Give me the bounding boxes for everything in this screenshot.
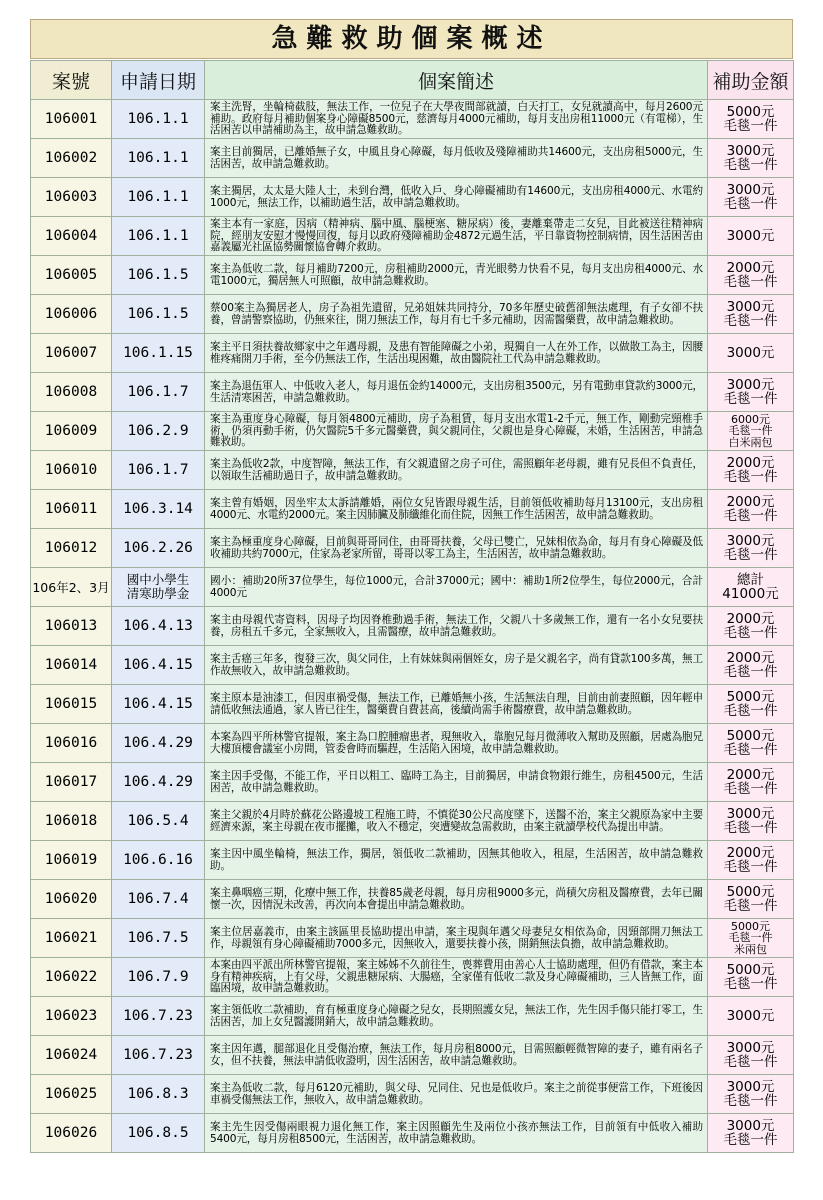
- subsidy-amount: [708, 841, 794, 880]
- subsidy-amount-line: 5000元: [726, 962, 775, 978]
- subsidy-amount: [708, 139, 794, 178]
- header-apply-date: 申請日期: [112, 61, 205, 100]
- case-id: 106022: [31, 958, 112, 997]
- case-rows: [31, 100, 794, 1153]
- table-row: [31, 295, 794, 334]
- subsidy-amount: [708, 919, 794, 958]
- case-id: 106026: [31, 1114, 112, 1153]
- subsidy-amount: [708, 490, 794, 529]
- apply-date: 106.2.9: [112, 412, 205, 451]
- subsidy-amount: [708, 217, 794, 256]
- subsidy-amount: [708, 685, 794, 724]
- case-summary: 案主獨居，太太是大陸人士，未到台灣，低收入戶、身心障礙補助有14600元，支出房租4000元、水電約1000元，無法工作，以補助過生活，故申請急難救助。: [205, 178, 708, 217]
- case-summary: 國小：補助20所37位學生，每位1000元，合計37000元；國中：補助1所2位學生，每位2000元，合計4000元: [205, 568, 708, 607]
- case-summary: 案主因手受傷，不能工作，平日以粗工、臨時工為主，目前獨居，申請食物銀行維生，房租4500元，生活困苦，故申請急難救助。: [205, 763, 708, 802]
- subsidy-amount-line: 毛毯一件: [723, 508, 778, 524]
- subsidy-amount-line: 3000元: [726, 299, 775, 315]
- subsidy-amount-line: 3000元: [726, 806, 775, 822]
- case-id: 106007: [31, 334, 112, 373]
- case-table: [30, 60, 794, 1153]
- case-id: 106009: [31, 412, 112, 451]
- apply-date: 106.4.15: [112, 646, 205, 685]
- table-row: [31, 451, 794, 490]
- subsidy-amount-line: 5000元: [731, 919, 770, 933]
- case-id: 106003: [31, 178, 112, 217]
- case-summary: 案主洗腎，坐輪椅截肢，無法工作，一位兒子在大學夜間部就讀，白天打工，女兒就讀高中，每月2600元補助。政府每月補助個案身心障礙8500元，慈濟每月4000元補助，每月支出房租11000元（有電梯），生活困苦以申請補助為主，故申請急難救助。: [205, 100, 708, 139]
- subsidy-amount-line: 2000元: [726, 494, 775, 510]
- case-summary: 案主位居嘉義市，由案主該區里長協助提出申請，案主現與年邁父母妻兒女相依為命，因頸部開刀無法工作，母親領有身心障礙補助7000多元，因無收入，還要扶養小孩，開銷無法負擔，故申請急難救助。: [205, 919, 708, 958]
- subsidy-amount-line: 5000元: [726, 884, 775, 900]
- apply-date: 106.1.1: [112, 217, 205, 256]
- subsidy-amount-line: 白米兩包: [728, 435, 773, 449]
- table-row: [31, 919, 794, 958]
- apply-date: 106.7.5: [112, 919, 205, 958]
- case-summary: 案主為低收二款，每月補助7200元，房租補助2000元，青光眼勢力快看不見，每月支出房租4000元、水電1000元，獨居無人可照顧，故申請急難救助。: [205, 256, 708, 295]
- subsidy-amount: [708, 802, 794, 841]
- apply-date: 106.1.1: [112, 100, 205, 139]
- case-id: 106002: [31, 139, 112, 178]
- case-summary: 案主父親於4月時於蘇花公路邊坡工程施工時，不慎從30公尺高度墜下，送醫不治，案主父親原為家中主要經濟來源，案主母親在夜市擺攤，收入不穩定，突遭變故急需救助，由案主就讀學校代為提出申請。: [205, 802, 708, 841]
- case-summary: 案主由母親代寄資料，因母子均因脊椎動過手術，無法工作，父親八十多歲無工作，還有一名小女兒要扶養，房租五千多元，全家無收入，且需醫療，故申請急難救助。: [205, 607, 708, 646]
- subsidy-amount-line: 毛毯一件: [723, 664, 778, 680]
- case-id: 106024: [31, 1036, 112, 1075]
- case-summary: 案主原本是油漆工，但因車禍受傷，無法工作，已離婚無小孩，生活無法自理，目前由前妻照顧，因年輕申請低收無法通過，家人皆已往生，醫藥費自費甚高，後續尚需手術醫療費，故申請急難救助。: [205, 685, 708, 724]
- header-row: [31, 61, 794, 100]
- case-summary: 本案為四平所林警官提報，案主為口腔腫瘤患者，現無收入，靠胞兄每月微薄收入幫助及照顧，居處為胞兄大樓頂樓會議室小房間，管委會時而驅趕，生活陷入困境，故申請急難救助。: [205, 724, 708, 763]
- page-title: 急難救助個案概述: [30, 19, 793, 59]
- subsidy-amount-line: 毛毯一件: [723, 391, 778, 407]
- subsidy-amount: [708, 451, 794, 490]
- subsidy-amount-line: 3000元: [726, 1008, 775, 1024]
- case-summary: 案主因年邁，腿部退化且受傷治療，無法工作，每月房租8000元，目需照顧輕微智障的妻子，雖有兩名子女，但不扶養，無法申請低收證明，因生活困苦，故申請急難救助。: [205, 1036, 708, 1075]
- subsidy-amount-line: 毛毯一件: [723, 1132, 778, 1148]
- subsidy-amount-line: 米兩包: [734, 942, 767, 956]
- table-row: [31, 646, 794, 685]
- table-row: [31, 256, 794, 295]
- subsidy-amount-line: 3000元: [726, 1040, 775, 1056]
- apply-date-line: 清寒助學金: [126, 586, 190, 601]
- subsidy-amount: [708, 412, 794, 451]
- subsidy-amount: [708, 100, 794, 139]
- subsidy-amount: [708, 529, 794, 568]
- subsidy-amount: [708, 334, 794, 373]
- apply-date: 106.1.1: [112, 178, 205, 217]
- subsidy-amount-line: 毛毯一件: [723, 1093, 778, 1109]
- case-id: 106021: [31, 919, 112, 958]
- apply-date: 106.1.5: [112, 295, 205, 334]
- subsidy-amount: [708, 997, 794, 1036]
- table-row: [31, 802, 794, 841]
- table-row: [31, 1036, 794, 1075]
- apply-date: 106.4.15: [112, 685, 205, 724]
- subsidy-amount-line: 3000元: [726, 377, 775, 393]
- case-id: 106013: [31, 607, 112, 646]
- subsidy-amount-line: 毛毯一件: [723, 625, 778, 641]
- table-row: [31, 412, 794, 451]
- subsidy-amount: [708, 568, 794, 607]
- table-row: [31, 880, 794, 919]
- case-id: 106025: [31, 1075, 112, 1114]
- case-id: 106020: [31, 880, 112, 919]
- case-id: 106年2、3月: [31, 568, 112, 607]
- subsidy-amount-line: 毛毯一件: [728, 424, 773, 438]
- subsidy-amount: [708, 646, 794, 685]
- subsidy-amount-line: 2000元: [726, 455, 775, 471]
- subsidy-amount-line: 毛毯一件: [723, 703, 778, 719]
- table-row: [31, 763, 794, 802]
- case-summary: 案主為重度身心障礙，每月領4800元補助，房子為租賃，每月支出水電1-2千元，無工作，剛動完頸椎手術，仍須再動手術，仍欠醫院5千多元醫藥費，與父親同住，父親也是身心障礙，未婚，生活困苦，申請急難救助。: [205, 412, 708, 451]
- subsidy-amount-line: 毛毯一件: [723, 1054, 778, 1070]
- apply-date: [112, 568, 205, 607]
- case-summary: 案主領低收二款補助，育有極重度身心障礙之兒女，長期照護女兒，無法工作，先生因手傷只能打零工，生活困苦，加上女兒醫護開銷大，故申請急難救助。: [205, 997, 708, 1036]
- table-row: [31, 529, 794, 568]
- table-row: [31, 997, 794, 1036]
- subsidy-amount-line: 41000元: [722, 586, 779, 602]
- apply-date: 106.8.3: [112, 1075, 205, 1114]
- apply-date: 106.7.23: [112, 1036, 205, 1075]
- subsidy-amount: [708, 607, 794, 646]
- apply-date: 106.6.16: [112, 841, 205, 880]
- case-summary: 案主本有一家庭，因病（精神病、腦中風、腦梗塞、糖尿病）後，妻離棄帶走二女兒，目此被送往精神病院，經朋友安慰才慢慢回復，每月以政府殘障補助金4872元過生活，平日靠資物控制病情，因生活困苦由嘉義屬光社區協勢關懷協會轉介救助。: [205, 217, 708, 256]
- subsidy-amount-line: 2000元: [726, 611, 775, 627]
- subsidy-amount: [708, 1114, 794, 1153]
- table-row: [31, 217, 794, 256]
- header-case-id: 案號: [31, 61, 112, 100]
- apply-date: 106.1.5: [112, 256, 205, 295]
- table-row: [31, 373, 794, 412]
- subsidy-amount: [708, 724, 794, 763]
- case-summary: 案主舌癌三年多，復發三次，與父同住，上有妹妹與兩個姪女，房子是父親名字，尚有貸款100多萬，無工作故無收入，故申請急難救助。: [205, 646, 708, 685]
- case-summary: 案主為低收2款，中度智障，無法工作，有父親遺留之房子可住，需照顧年老母親，雖有兄長但不負責任，以領取生活補助過日子，故申請急難救助。: [205, 451, 708, 490]
- subsidy-amount-line: 毛毯一件: [728, 931, 773, 945]
- subsidy-amount-line: 3000元: [726, 228, 775, 244]
- apply-date: 106.1.1: [112, 139, 205, 178]
- subsidy-amount-line: 毛毯一件: [723, 820, 778, 836]
- apply-date-line: 國中小學生: [126, 572, 190, 587]
- apply-date: 106.8.5: [112, 1114, 205, 1153]
- subsidy-amount-line: 3000元: [726, 182, 775, 198]
- case-summary: 案主平日須扶養故鄉家中之年邁母親，及患有智能障礙之小弟，現獨自一人在外工作，以做散工為主，因腰椎疼痛開刀手術，至今仍無法工作，生活出現困難，故由醫院社工代為申請急難救助。: [205, 334, 708, 373]
- case-summary: 案主鼻咽癌三期，化療中無工作，扶養85歲老母親，每月房租9000多元，尚積欠房租及醫療費，去年已關懷一次，因情況未改善，再次向本會提出申請急難救助。: [205, 880, 708, 919]
- subsidy-amount-line: 5000元: [726, 728, 775, 744]
- subsidy-amount: [708, 880, 794, 919]
- subsidy-amount-line: 3000元: [726, 1079, 775, 1095]
- apply-date: 106.1.15: [112, 334, 205, 373]
- subsidy-amount: [708, 763, 794, 802]
- table-row: [31, 490, 794, 529]
- subsidy-amount-line: 總計: [737, 572, 764, 588]
- table-row: [31, 958, 794, 997]
- case-id: 106010: [31, 451, 112, 490]
- subsidy-amount-line: 毛毯一件: [723, 274, 778, 290]
- case-summary: 案主為低收二款，每月6120元補助，與父母、兄同住、兄也是低收戶。案主之前從事便當工作，下班後因車禍受傷無法工作，無收入，故申請急難救助。: [205, 1075, 708, 1114]
- apply-date: 106.7.9: [112, 958, 205, 997]
- header-case-summary: 個案簡述: [205, 61, 708, 100]
- subsidy-amount-line: 毛毯一件: [723, 859, 778, 875]
- apply-date: 106.2.26: [112, 529, 205, 568]
- case-id: 106017: [31, 763, 112, 802]
- subsidy-amount-line: 毛毯一件: [723, 781, 778, 797]
- subsidy-amount-line: 毛毯一件: [723, 547, 778, 563]
- subsidy-amount-line: 毛毯一件: [723, 196, 778, 212]
- table-row: [31, 685, 794, 724]
- table-row: [31, 568, 794, 607]
- case-summary: 本案由四平派出所林警官提報，案主姊姊不久前往生，喪葬費用由善心人士協助處理，但仍有借款，案主本身有精神疾病，上有父母，父親患糖尿病、大腸癌，全家僅有低收二款及身心障礙補助，三人皆無工作，面臨困境，故申請急難救助。: [205, 958, 708, 997]
- subsidy-amount: [708, 373, 794, 412]
- subsidy-amount-line: 2000元: [726, 260, 775, 276]
- subsidy-amount-line: 毛毯一件: [723, 313, 778, 329]
- table-row: [31, 139, 794, 178]
- subsidy-amount: [708, 1036, 794, 1075]
- subsidy-amount-line: 毛毯一件: [723, 118, 778, 134]
- subsidy-amount-line: 毛毯一件: [723, 898, 778, 914]
- case-id: 106018: [31, 802, 112, 841]
- table-row: [31, 724, 794, 763]
- subsidy-amount-line: 毛毯一件: [723, 742, 778, 758]
- case-id: 106004: [31, 217, 112, 256]
- subsidy-amount-line: 2000元: [726, 650, 775, 666]
- subsidy-amount-line: 3000元: [726, 1118, 775, 1134]
- header-subsidy-amount: 補助金額: [708, 61, 794, 100]
- case-id: 106015: [31, 685, 112, 724]
- table-row: [31, 1114, 794, 1153]
- case-summary: 蔡00案主為獨居老人，房子為祖先遺留，兄弟姐妹共同持分，70多年歷史破舊卻無法處理，有子女卻不扶養，曾請警察協助，仍無來往，開刀無法工作，每月有七千多元補助，因需醫藥費，故申請急難救助。: [205, 295, 708, 334]
- apply-date: 106.1.7: [112, 373, 205, 412]
- case-id: 106014: [31, 646, 112, 685]
- subsidy-amount-line: 毛毯一件: [723, 469, 778, 485]
- subsidy-amount: [708, 256, 794, 295]
- table-row: [31, 178, 794, 217]
- subsidy-amount-line: 2000元: [726, 845, 775, 861]
- subsidy-amount-line: 毛毯一件: [723, 976, 778, 992]
- apply-date: 106.4.29: [112, 724, 205, 763]
- subsidy-amount: [708, 295, 794, 334]
- table-row: [31, 334, 794, 373]
- subsidy-amount-line: 3000元: [726, 345, 775, 361]
- table-row: [31, 607, 794, 646]
- case-summary: 案主因中風坐輪椅，無法工作，獨居，領低收二款補助，因無其他收入，租屋，生活困苦，故申請急難救助。: [205, 841, 708, 880]
- case-id: 106001: [31, 100, 112, 139]
- case-id: 106012: [31, 529, 112, 568]
- table-row: [31, 100, 794, 139]
- case-id: 106005: [31, 256, 112, 295]
- case-summary: 案主目前獨居，已離婚無子女，中風且身心障礙，每月低收及殘障補助共14600元，支出房租5000元，生活困苦，故申請急難救助。: [205, 139, 708, 178]
- subsidy-amount-line: 3000元: [726, 533, 775, 549]
- case-id: 106008: [31, 373, 112, 412]
- apply-date: 106.3.14: [112, 490, 205, 529]
- case-summary: 案主先生因受傷兩眼視力退化無工作，案主因照顧先生及兩位小孩亦無法工作，目前領有中低收入補助5400元，每月房租8500元，生活困苦，故申請急難救助。: [205, 1114, 708, 1153]
- apply-date: 106.4.13: [112, 607, 205, 646]
- subsidy-amount-line: 5000元: [726, 104, 775, 120]
- apply-date: 106.5.4: [112, 802, 205, 841]
- subsidy-amount-line: 6000元: [731, 412, 770, 426]
- case-summary: 案主為退伍軍人、中低收入老人，每月退伍金約14000元，支出房租3500元，另有電動車貸款約3000元，生活清寒困苦，申請急難救助。: [205, 373, 708, 412]
- table-row: [31, 1075, 794, 1114]
- table-row: [31, 841, 794, 880]
- subsidy-amount: [708, 178, 794, 217]
- apply-date: 106.7.23: [112, 997, 205, 1036]
- case-id: 106006: [31, 295, 112, 334]
- subsidy-amount-line: 5000元: [726, 689, 775, 705]
- case-id: 106019: [31, 841, 112, 880]
- case-summary: 案主為極重度身心障礙，目前與哥哥同住，由哥哥扶養，父母已雙亡，兄妹相依為命，每月有身心障礙及低收補助共約7000元，住家為老家所留，哥哥以零工為主，生活困苦，故申請急難救助。: [205, 529, 708, 568]
- case-summary: 案主曾有婚姻，因坐牢太太訴請離婚，兩位女兒皆跟母親生活，目前領低收補助每月13100元，支出房租4000元、水電約2000元。案主因肺臟及肺纖維化而住院，因無工作生活困苦，故申請急難救助。: [205, 490, 708, 529]
- subsidy-amount-line: 3000元: [726, 143, 775, 159]
- subsidy-amount: [708, 958, 794, 997]
- apply-date: 106.4.29: [112, 763, 205, 802]
- apply-date: 106.7.4: [112, 880, 205, 919]
- subsidy-amount: [708, 1075, 794, 1114]
- case-id: 106011: [31, 490, 112, 529]
- case-id: 106023: [31, 997, 112, 1036]
- subsidy-amount-line: 2000元: [726, 767, 775, 783]
- apply-date: 106.1.7: [112, 451, 205, 490]
- case-id: 106016: [31, 724, 112, 763]
- subsidy-amount-line: 毛毯一件: [723, 157, 778, 173]
